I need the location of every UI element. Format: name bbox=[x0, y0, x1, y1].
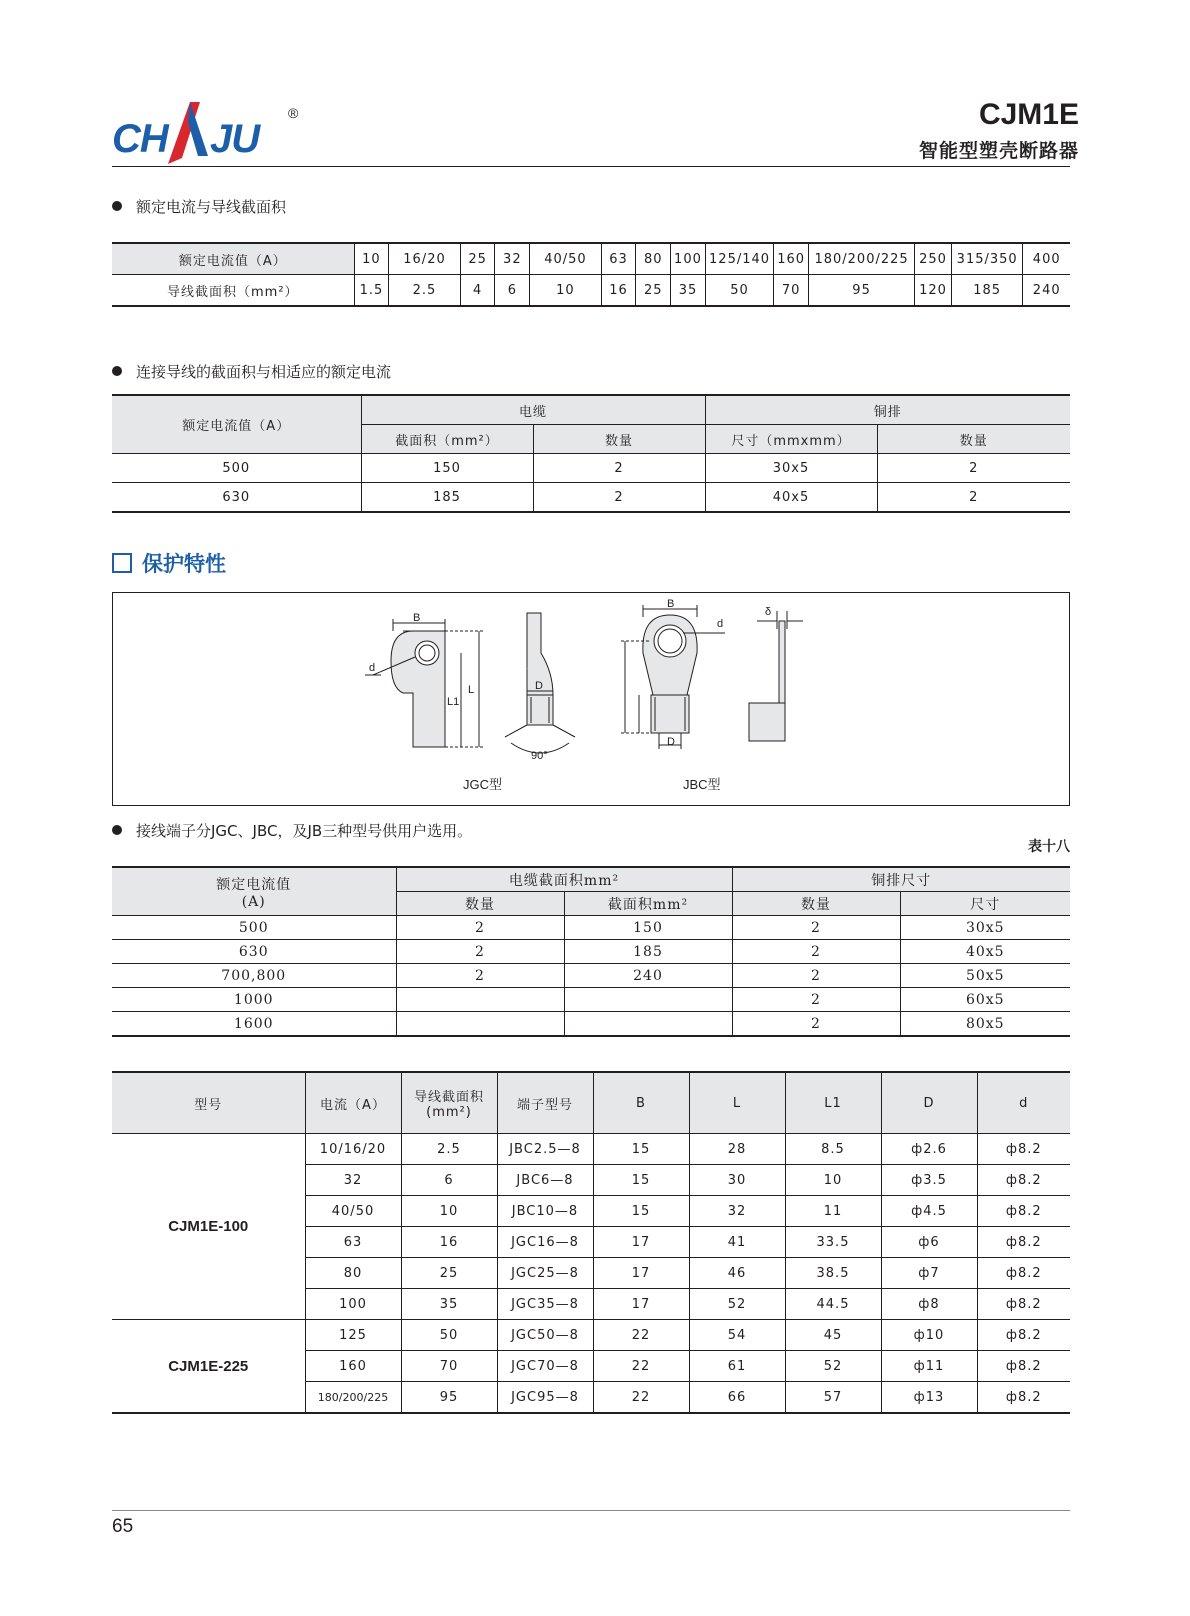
table-cell: JBC2.5—8 bbox=[497, 1134, 593, 1165]
table-cell: ф8.2 bbox=[977, 1134, 1070, 1165]
checkbox-square-icon bbox=[112, 553, 132, 573]
table-cell: 6 bbox=[495, 275, 530, 307]
table-cell: 80 bbox=[636, 243, 671, 275]
table-cell: 50 bbox=[705, 275, 773, 307]
table-row bbox=[112, 916, 1070, 940]
col-header-d-lower: d bbox=[977, 1072, 1070, 1134]
section3-heading: 接线端子分JGC、JBC，及JB三种型号供用户选用。 bbox=[112, 820, 472, 841]
bullet-icon bbox=[112, 201, 122, 211]
table-cell: 35 bbox=[671, 275, 706, 307]
row-label: 额定电流值（A） bbox=[112, 243, 354, 275]
table-cell: 2 bbox=[396, 964, 564, 988]
table-cell: ф8.2 bbox=[977, 1320, 1070, 1351]
col-header-l1: L1 bbox=[785, 1072, 881, 1134]
svg-text:CH: CH bbox=[112, 117, 168, 161]
table-cell: 630 bbox=[112, 483, 361, 513]
dim-b-label: B bbox=[413, 612, 421, 624]
table-cell: 125 bbox=[305, 1320, 401, 1351]
brand-logo bbox=[112, 96, 312, 172]
col-header-busbar: 铜排 bbox=[705, 395, 1070, 425]
table-cell: ф3.5 bbox=[881, 1165, 977, 1196]
table-cell: 70 bbox=[774, 275, 809, 307]
table-cell: 1.5 bbox=[354, 275, 389, 307]
table-cell: 100 bbox=[305, 1289, 401, 1320]
table-cell: 63 bbox=[601, 243, 636, 275]
table-cell: 185 bbox=[361, 483, 533, 513]
table-cell: ф13 bbox=[881, 1382, 977, 1414]
table-cell: 25 bbox=[460, 243, 495, 275]
col-header-d-upper: D bbox=[881, 1072, 977, 1134]
table-row bbox=[112, 940, 1070, 964]
table-cell: 1600 bbox=[112, 1012, 396, 1037]
table-cell: 2 bbox=[533, 454, 705, 483]
table-cell bbox=[564, 1012, 732, 1037]
section2-heading: 连接导线的截面积与相适应的额定电流 bbox=[112, 361, 391, 382]
jbc-label: JBC型 bbox=[683, 777, 721, 792]
table-header-row bbox=[112, 867, 1070, 892]
bullet-icon bbox=[112, 366, 122, 376]
model-cell: CJM1E-225 bbox=[112, 1320, 305, 1414]
table-cell: ф7 bbox=[881, 1258, 977, 1289]
table-cell: 45 bbox=[785, 1320, 881, 1351]
table-cell: 30x5 bbox=[705, 454, 877, 483]
table-header-row bbox=[112, 395, 1070, 425]
table-cell: 95 bbox=[401, 1382, 497, 1414]
table-cell: 185 bbox=[951, 275, 1022, 307]
table-cell: 32 bbox=[689, 1196, 785, 1227]
jgc-label: JGC型 bbox=[463, 777, 503, 792]
table-cell: 63 bbox=[305, 1227, 401, 1258]
table-cell: 2 bbox=[877, 454, 1070, 483]
table-cell: 16/20 bbox=[389, 243, 460, 275]
col-header-terminal: 端子型号 bbox=[497, 1072, 593, 1134]
col-header-size: 尺寸（mmxmm） bbox=[705, 425, 877, 454]
col-header-area: 截面积（mm²） bbox=[361, 425, 533, 454]
table-row bbox=[112, 1320, 1070, 1351]
col-header-current: 额定电流值（A） bbox=[112, 395, 361, 454]
dim-l-label: L bbox=[468, 684, 475, 696]
terminal-dimension-table bbox=[112, 1071, 1070, 1414]
product-subtitle: 智能型塑壳断路器 bbox=[918, 140, 1079, 162]
table-cell: 66 bbox=[689, 1382, 785, 1414]
table-cell: 50 bbox=[401, 1320, 497, 1351]
table-cell: 40/50 bbox=[305, 1196, 401, 1227]
table-cell: 11 bbox=[785, 1196, 881, 1227]
table-cell: 160 bbox=[774, 243, 809, 275]
table-cell: ф10 bbox=[881, 1320, 977, 1351]
table-cell: ф11 bbox=[881, 1351, 977, 1382]
table-cell: 40x5 bbox=[705, 483, 877, 513]
table-cell: 17 bbox=[593, 1289, 689, 1320]
table-row bbox=[112, 964, 1070, 988]
table-row bbox=[112, 454, 1070, 483]
table-cell: 16 bbox=[601, 275, 636, 307]
section1-heading: 额定电流与导线截面积 bbox=[112, 196, 286, 217]
table-cell: 10 bbox=[785, 1165, 881, 1196]
table-cell: 38.5 bbox=[785, 1258, 881, 1289]
table-cell: 80 bbox=[305, 1258, 401, 1289]
table-cell: 2 bbox=[732, 964, 900, 988]
table-cell: 400 bbox=[1023, 243, 1070, 275]
col-header-b: B bbox=[593, 1072, 689, 1134]
table-cell: JGC25—8 bbox=[497, 1258, 593, 1289]
dim-angle-label: 90° bbox=[531, 750, 548, 762]
table-cell: 10 bbox=[354, 243, 389, 275]
table-row bbox=[112, 988, 1070, 1012]
col-header-qty: 数量 bbox=[533, 425, 705, 454]
table-cell: 8.5 bbox=[785, 1134, 881, 1165]
table-cell: 25 bbox=[636, 275, 671, 307]
table-cell: ф8.2 bbox=[977, 1289, 1070, 1320]
table-cell bbox=[396, 988, 564, 1012]
table-cell: 22 bbox=[593, 1320, 689, 1351]
table-row bbox=[112, 1012, 1070, 1037]
table-cell: 2 bbox=[396, 916, 564, 940]
table-header-row bbox=[112, 1072, 1070, 1134]
table-cell: 6 bbox=[401, 1165, 497, 1196]
table-cell: 70 bbox=[401, 1351, 497, 1382]
col-header-cable: 电缆截面积mm² bbox=[396, 867, 732, 892]
table-cell: 2 bbox=[732, 940, 900, 964]
table-cell: 10/16/20 bbox=[305, 1134, 401, 1165]
col-header-area: 截面积mm² bbox=[564, 892, 732, 916]
footer-divider bbox=[112, 1510, 1070, 1511]
table-cell: ф2.6 bbox=[881, 1134, 977, 1165]
table-cell: 33.5 bbox=[785, 1227, 881, 1258]
table-cell: 17 bbox=[593, 1258, 689, 1289]
table-cell: 240 bbox=[1032, 282, 1061, 298]
table-cell: 52 bbox=[785, 1351, 881, 1382]
table-cell: ф8.2 bbox=[977, 1351, 1070, 1382]
table-cell: 100 bbox=[671, 243, 706, 275]
jbc-side-view bbox=[749, 606, 803, 741]
table-cell: ф8.2 bbox=[977, 1258, 1070, 1289]
table-cell: 60x5 bbox=[900, 988, 1070, 1012]
table-cell: 17 bbox=[593, 1227, 689, 1258]
table-cell: 61 bbox=[689, 1351, 785, 1382]
table-cell: 2 bbox=[877, 483, 1070, 513]
table-cell: JBC6—8 bbox=[497, 1165, 593, 1196]
table-cell: 54 bbox=[689, 1320, 785, 1351]
jbc-front-view bbox=[621, 598, 725, 749]
table-cell: 1000 bbox=[112, 988, 396, 1012]
table-cell: 125/140 bbox=[705, 243, 773, 275]
table-cell: 240 bbox=[564, 964, 732, 988]
table-cell: 2 bbox=[732, 988, 900, 1012]
table-cell: 185 bbox=[564, 940, 732, 964]
dim-b2-label: B bbox=[667, 598, 675, 610]
table-cell: JGC50—8 bbox=[497, 1320, 593, 1351]
table-cell: 40x5 bbox=[900, 940, 1070, 964]
table-cell: 15 bbox=[593, 1165, 689, 1196]
table-cell: 32 bbox=[305, 1165, 401, 1196]
col-header-cable: 电缆 bbox=[361, 395, 705, 425]
dim-d-label: d bbox=[369, 662, 376, 674]
col-header-busbar: 铜排尺寸 bbox=[732, 867, 1070, 892]
table-cell: 22 bbox=[593, 1351, 689, 1382]
table-cell: 52 bbox=[689, 1289, 785, 1320]
table-cell: ф6 bbox=[881, 1227, 977, 1258]
table-cell: 30 bbox=[689, 1165, 785, 1196]
jgc-front-view bbox=[365, 612, 483, 747]
table-cell: 500 bbox=[112, 916, 396, 940]
table-cell: JGC95—8 bbox=[497, 1382, 593, 1414]
table-cell: 160 bbox=[305, 1351, 401, 1382]
table-cell: 80x5 bbox=[900, 1012, 1070, 1037]
current-area-table bbox=[112, 242, 1070, 307]
table-cell: 120 bbox=[915, 275, 952, 307]
table-cell: 315/350 bbox=[951, 243, 1022, 275]
table-cell: 4 bbox=[460, 275, 495, 307]
table-cell: 25 bbox=[401, 1258, 497, 1289]
table-cell: 10 bbox=[401, 1196, 497, 1227]
table-cell: JGC70—8 bbox=[497, 1351, 593, 1382]
table-row bbox=[112, 1134, 1070, 1165]
table-row bbox=[112, 275, 1070, 307]
table-cell: 2 bbox=[732, 916, 900, 940]
page-number: 65 bbox=[112, 1516, 134, 1537]
col-header-current: 电流（A） bbox=[305, 1072, 401, 1134]
table-cell: 41 bbox=[689, 1227, 785, 1258]
jgc-side-view bbox=[505, 613, 575, 762]
terminal-selection-table bbox=[112, 866, 1070, 1037]
table-cell: ф8.2 bbox=[977, 1382, 1070, 1414]
col-header-qty2: 数量 bbox=[732, 892, 900, 916]
table-cell: 2.5 bbox=[401, 1134, 497, 1165]
table-cell: 22 bbox=[593, 1382, 689, 1414]
table-row bbox=[112, 483, 1070, 513]
header-divider bbox=[112, 166, 1070, 167]
product-model: CJM1E bbox=[978, 98, 1079, 131]
table-cell: 30x5 bbox=[900, 916, 1070, 940]
col-header-l: L bbox=[689, 1072, 785, 1134]
table-cell: 630 bbox=[112, 940, 396, 964]
table-cell: 15 bbox=[593, 1134, 689, 1165]
table-cell: 500 bbox=[112, 454, 361, 483]
table-cell: 2 bbox=[533, 483, 705, 513]
table-cell: 2 bbox=[732, 1012, 900, 1037]
table-cell: ф8.2 bbox=[977, 1196, 1070, 1227]
col-header-model: 型号 bbox=[112, 1072, 305, 1134]
bullet-icon bbox=[112, 825, 122, 835]
table-cell: 150 bbox=[564, 916, 732, 940]
dim-delta-label: δ bbox=[765, 606, 772, 618]
table-cell: JGC35—8 bbox=[497, 1289, 593, 1320]
table-cell: 32 bbox=[495, 243, 530, 275]
table-cell: 180/200/225 bbox=[808, 243, 914, 275]
dim-d3-label: d bbox=[717, 618, 724, 630]
dim-d4-label: D bbox=[667, 736, 675, 748]
table-cell: 2 bbox=[396, 940, 564, 964]
model-cell: CJM1E-100 bbox=[112, 1134, 305, 1320]
table-cell: 150 bbox=[361, 454, 533, 483]
terminal-diagram bbox=[112, 592, 1070, 806]
table-cell bbox=[564, 988, 732, 1012]
table-cell: 180/200/225 bbox=[305, 1382, 401, 1414]
cable-busbar-table bbox=[112, 394, 1070, 513]
col-header-current: 额定电流值 (A) bbox=[112, 867, 396, 916]
table-cell: 44.5 bbox=[785, 1289, 881, 1320]
table-cell: 35 bbox=[401, 1289, 497, 1320]
table-cell: JBC10—8 bbox=[497, 1196, 593, 1227]
table-cell: ф8.2 bbox=[977, 1227, 1070, 1258]
col-header-qty2: 数量 bbox=[877, 425, 1070, 454]
table-number: 表十八 bbox=[1028, 839, 1070, 855]
row-label: 导线截面积（mm²） bbox=[112, 275, 354, 307]
table-cell: ф4.5 bbox=[881, 1196, 977, 1227]
table-cell: ф8 bbox=[881, 1289, 977, 1320]
table-cell: 95 bbox=[808, 275, 914, 307]
section-title: 保护特性 bbox=[112, 548, 226, 578]
col-header-area: 导线截面积 (mm²) bbox=[401, 1072, 497, 1134]
dim-l1-label: L1 bbox=[447, 696, 460, 708]
table-cell: 50x5 bbox=[900, 964, 1070, 988]
table-cell: 40/50 bbox=[530, 243, 601, 275]
table-cell: 250 bbox=[915, 243, 952, 275]
dim-d2-label: D bbox=[535, 680, 543, 692]
table-cell: 15 bbox=[593, 1196, 689, 1227]
col-header-size: 尺寸 bbox=[900, 892, 1070, 916]
table-cell: 10 bbox=[530, 275, 601, 307]
svg-text:JU: JU bbox=[210, 117, 260, 161]
table-cell: 16 bbox=[401, 1227, 497, 1258]
table-cell: 57 bbox=[785, 1382, 881, 1414]
table-cell: ф8.2 bbox=[977, 1165, 1070, 1196]
table-cell: JGC16—8 bbox=[497, 1227, 593, 1258]
table-cell: 2.5 bbox=[389, 275, 460, 307]
registered-mark: ® bbox=[288, 105, 299, 121]
table-row bbox=[112, 243, 1070, 275]
table-cell bbox=[396, 1012, 564, 1037]
table-cell: 700,800 bbox=[112, 964, 396, 988]
col-header-qty: 数量 bbox=[396, 892, 564, 916]
table-cell: 28 bbox=[689, 1134, 785, 1165]
table-cell: 46 bbox=[689, 1258, 785, 1289]
